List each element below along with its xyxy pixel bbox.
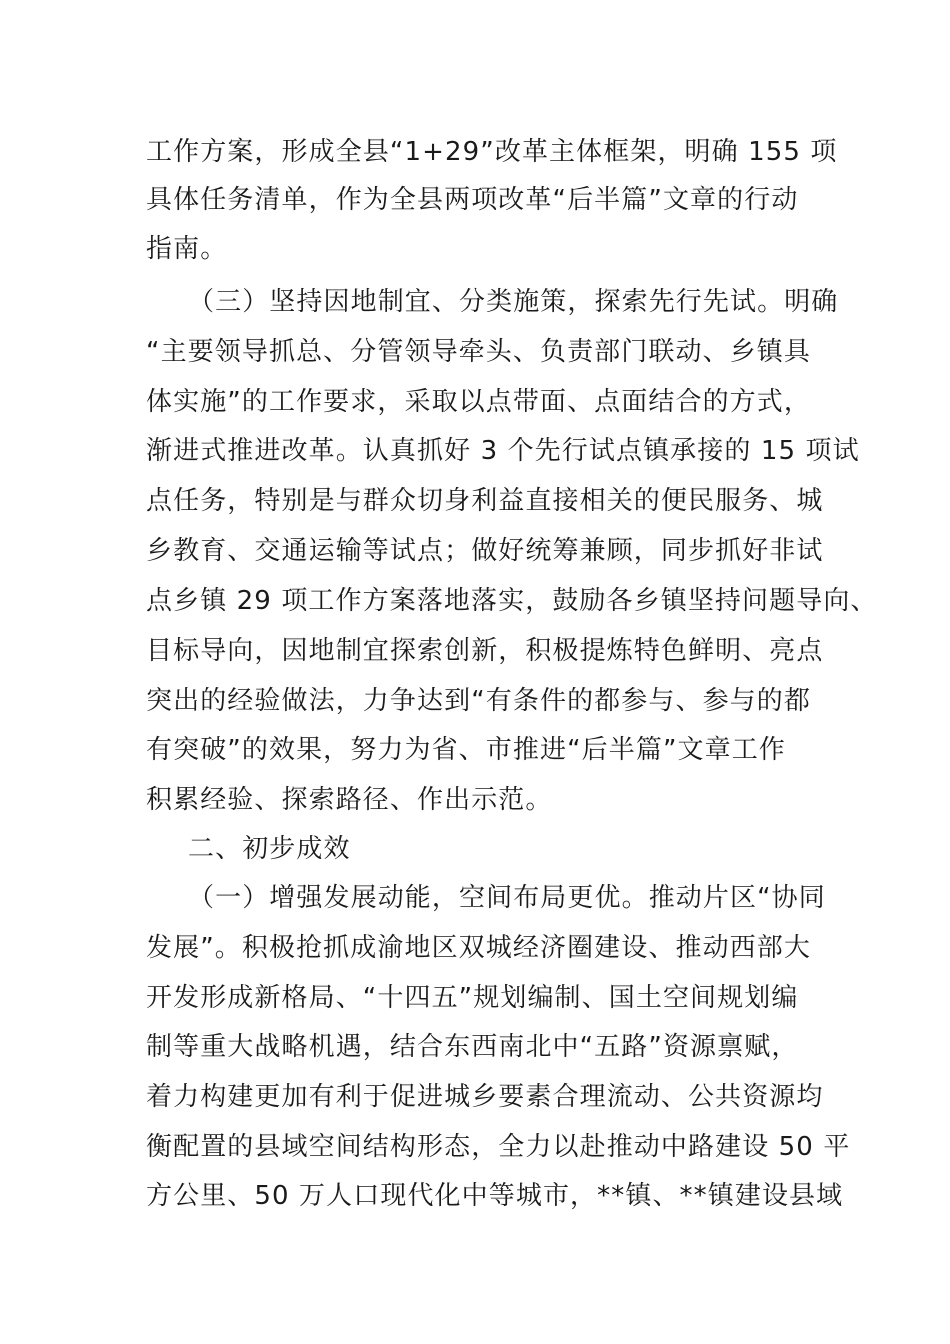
text-line: 目标导向，因地制宜探索创新，积极提炼特色鲜明、亮点 [146, 636, 824, 666]
text-line: 点任务，特别是与群众切身利益直接相关的便民服务、城 [146, 486, 824, 516]
text-line: 渐进式推进改革。认真抓好 3 个先行试点镇承接的 15 项试 [146, 436, 860, 466]
text-line: 着力构建更加有利于促进城乡要素合理流动、公共资源均 [146, 1082, 824, 1112]
section-heading: 二、初步成效 [188, 834, 351, 864]
text-line: 发展”。积极抢抓成渝地区双城经济圈建设、推动西部大 [146, 933, 811, 963]
text-line: 方公里、50 万人口现代化中等城市，**镇、**镇建设县域 [146, 1181, 844, 1211]
text-line: 具体任务清单，作为全县两项改革“后半篇”文章的行动 [146, 185, 799, 215]
paragraph-heading: （一）增强发展动能，空间布局更优。推动片区“协同 [188, 883, 826, 913]
text-line: 乡教育、交通运输等试点；做好统筹兼顾，同步抓好非试 [146, 536, 824, 566]
text-line: 制等重大战略机遇，结合东西南北中“五路”资源禀赋， [146, 1032, 799, 1062]
text-line: 点乡镇 29 项工作方案落地落实，鼓励各乡镇坚持问题导向、 [146, 586, 878, 616]
text-line: 指南。 [146, 234, 228, 264]
text-line: 体实施”的工作要求，采取以点带面、点面结合的方式， [146, 387, 811, 417]
text-line: 衡配置的县域空间结构形态，全力以赴推动中路建设 50 平 [146, 1132, 851, 1162]
text-line: 突出的经验做法，力争达到“有条件的都参与、参与的都 [146, 686, 811, 716]
text-line: “主要领导抓总、分管领导牵头、负责部门联动、乡镇具 [146, 337, 811, 367]
paragraph-heading: （三）坚持因地制宜、分类施策，探索先行先试。明确 [188, 287, 839, 317]
text-line: 有突破”的效果，努力为省、市推进“后半篇”文章工作 [146, 735, 786, 765]
text-line: 开发形成新格局、“十四五”规划编制、国土空间规划编 [146, 983, 799, 1013]
text-line: 积累经验、探索路径、作出示范。 [146, 785, 553, 815]
text-line: 工作方案，形成全县“1+29”改革主体框架，明确 155 项 [146, 137, 838, 167]
